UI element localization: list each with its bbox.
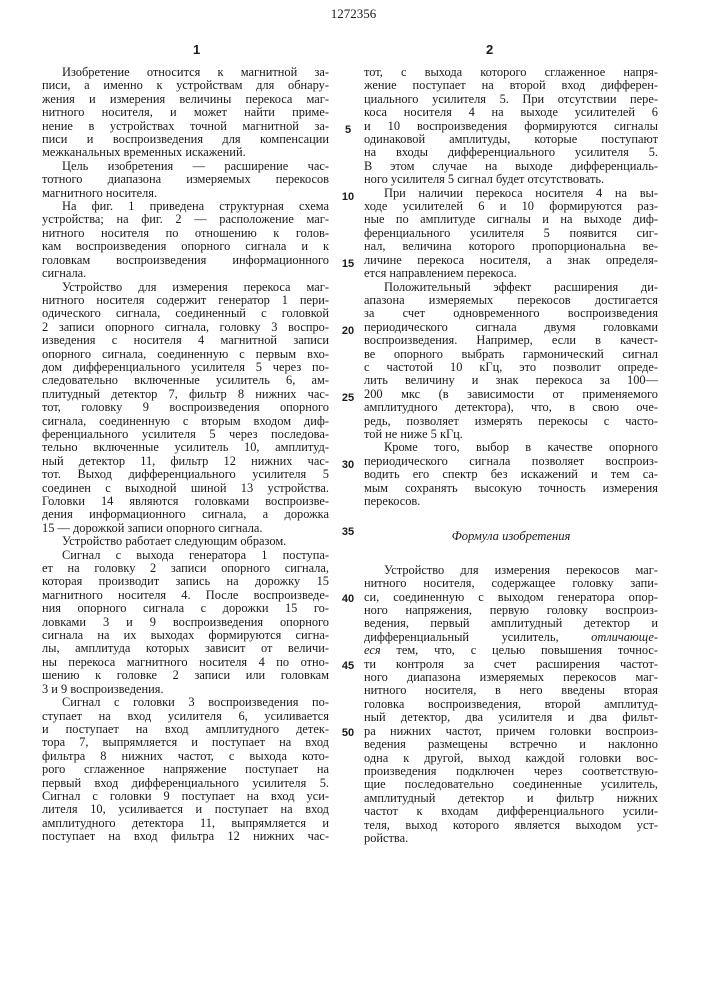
text-line: одинаковой амплитуды, которые поступают	[364, 133, 658, 146]
text-line: тельно включенные усилитель 10, амплитуд-	[42, 441, 329, 454]
text-line: изведения с носителя 4 магнитной записи	[42, 334, 329, 347]
text-line: ве опорного выбрать гармонический сигнал	[364, 348, 658, 361]
text-line: первый вход дифференциального усилителя 5.	[42, 777, 329, 790]
line-number: 35	[336, 526, 360, 538]
line-number: 50	[336, 727, 360, 739]
text-line: рого сглаженное напряжение поступает на	[42, 763, 329, 776]
text-line: 200 мкс (в зависимости от применяемого	[364, 388, 658, 401]
paragraph	[42, 549, 329, 696]
text-line: ступает на вход усилителя 6, усиливается	[42, 710, 329, 723]
text-line: ет на головку 2 записи опорного сигнала,	[42, 562, 329, 575]
paragraph	[364, 187, 658, 281]
italic-text: еся	[364, 643, 381, 657]
text-line: нитного носителя содержит генератор 1 пери-	[42, 294, 329, 307]
text-line: кам воспроизведения опорного сигнала и к	[42, 240, 329, 253]
text-line: нитного носителя, содержащее головку запи-	[364, 577, 658, 590]
text-line: следовательно включенные усилитель 6, ам-	[42, 374, 329, 387]
text-line: магнитного носителя 4. После воспроизведе-	[42, 589, 329, 602]
column-number-1: 1	[193, 42, 200, 57]
text-line: нение в устройствах точной магнитной за-	[42, 120, 329, 133]
text-line: лы, амплитуда которых зависит от величи-	[42, 642, 329, 655]
text-line: жение поступает на второй вход дифферен-	[364, 79, 658, 92]
text-line: Устройство для измерения перекоса маг-	[42, 281, 329, 294]
text-line: коса носителя 4 на выходе усилителей 6	[364, 106, 658, 119]
text-line: тора 7, выпрямляется и поступает на вход	[42, 736, 329, 749]
text-line: ные по амплитуде сигналы и на выходе диф-	[364, 213, 658, 226]
text-line: за счет одновременного воспроизведения	[364, 307, 658, 320]
line-number: 25	[336, 392, 360, 404]
column-number-2: 2	[486, 42, 493, 57]
text-line: Сигнал с головки 9 поступает на вход уси-	[42, 790, 329, 803]
text-line: которая производит запись на дорожку 15	[42, 575, 329, 588]
line-number: 40	[336, 593, 360, 605]
text-line: фильтра 8 нижних частот, с выхода кото-	[42, 750, 329, 763]
text-line: Положительный эффект расширения ди-	[364, 281, 658, 294]
patent-number: 1272356	[0, 6, 707, 22]
text-line: устройства; на фиг. 2 — расположение маг-	[42, 213, 329, 226]
text-line: тотного диапазона измеряемых перекосов	[42, 173, 329, 186]
text-line: личине перекоса носителя, а знак определя-	[364, 254, 658, 267]
description-continued	[364, 66, 658, 508]
text-line: тот, головку 9 воспроизведения опорного	[42, 401, 329, 414]
right-column	[364, 66, 658, 845]
text-line: теля, выход которого является выходом уст-	[364, 819, 658, 832]
text-line: нитного носителя по отношению к голов-	[42, 227, 329, 240]
text-line: сигнала, соединенную с вторым входом диф-	[42, 415, 329, 428]
text-line: 2 записи опорного сигнала, головку 3 воспро-	[42, 321, 329, 334]
text-line: межканальных временных искажений.	[42, 146, 329, 159]
text-line: поступает на вход фильтра 12 нижних час-	[42, 830, 329, 843]
text-line: щие последовательно соединенные усилитель,	[364, 778, 658, 791]
text-line: сигнала.	[42, 267, 329, 280]
text-line: редь, позволяет измерять перекосы с часто-	[364, 415, 658, 428]
paragraph	[42, 160, 329, 200]
text-line: водить его спектр без искажений и тем са-	[364, 468, 658, 481]
italic-text: отличающе-	[591, 630, 658, 644]
text-line: ра нижних частот, причем головки воспроиз-	[364, 725, 658, 738]
text-line: циального усилителя 5. При отсутствии пере-	[364, 93, 658, 106]
text-line: амплитудный детектор и фильтр нижних	[364, 792, 658, 805]
text-line: писи, а именно к устройствам для обнару-	[42, 79, 329, 92]
text-line: си, соединенную с выходом генератора опор-	[364, 591, 658, 604]
text-line: ного напряжения, первую головку воспроиз-	[364, 604, 658, 617]
paragraph	[364, 441, 658, 508]
text-line: нал, величина которого пропорциональна ве-	[364, 240, 658, 253]
text-line: опорного сигнала, соединенную с первым вхо-	[42, 348, 329, 361]
text-line: При наличии перекоса носителя 4 на вы-	[364, 187, 658, 200]
text-line: той не ниже 5 кГц.	[364, 428, 658, 441]
text-line: ференциального усилителя 5 через последова-	[42, 428, 329, 441]
text-line: произведения подключен через соответствую-	[364, 765, 658, 778]
text-line: и поступает на вход амплитудного детек-	[42, 723, 329, 736]
text-line: На фиг. 1 приведена структурная схема	[42, 200, 329, 213]
text-line: ного усилителя 5 сигнал будет отсутствовать.	[364, 173, 658, 186]
text-line: сигнала на их выходах формируются сигна-	[42, 629, 329, 642]
text-line: ется направлением перекоса.	[364, 267, 658, 280]
text-line: ройства.	[364, 832, 658, 845]
text-line: головкам воспроизведения информационного	[42, 254, 329, 267]
line-number: 20	[336, 325, 360, 337]
text-line: Устройство работает следующим образом.	[42, 535, 329, 548]
text-line: дом дифференциального усилителя 5 через по-	[42, 361, 329, 374]
text-line	[364, 631, 658, 644]
text-line: ловками 3 и 9 воспроизведения опорного	[42, 616, 329, 629]
line-number: 10	[336, 191, 360, 203]
text-line: одического сигнала, соединенный с головкой	[42, 307, 329, 320]
text-line: ведения, первый амплитудный детектор и	[364, 617, 658, 630]
line-number: 45	[336, 660, 360, 672]
text-line: шению к головке 2 записи или головкам	[42, 669, 329, 682]
text-line: 3 и 9 воспроизведения.	[42, 683, 329, 696]
text-line: ти контроля за счет расширения частот-	[364, 658, 658, 671]
text-line: частот к входам дифференциального усили-	[364, 805, 658, 818]
text-line: ный детектор 11, фильтр 12 нижних час-	[42, 455, 329, 468]
text-line: 15 — дорожкой записи опорного сигнала.	[42, 522, 329, 535]
text-segment: тем, что, с целью повышения точнос-	[381, 643, 658, 657]
paragraph	[42, 66, 329, 160]
text-line: мым сохранять высокую точность измерения	[364, 482, 658, 495]
text-line: головка воспроизведения, второй амплитуд-	[364, 698, 658, 711]
text-line: плитудный детектор 7, фильтр 8 нижних час-	[42, 388, 329, 401]
text-line: Сигнал с головки 3 воспроизведения по-	[42, 696, 329, 709]
text-line: Цель изобретения — расширение час-	[42, 160, 329, 173]
paragraph	[42, 281, 329, 536]
text-line	[364, 644, 658, 657]
text-line: Устройство для измерения перекосов маг-	[364, 564, 658, 577]
text-line: магнитного носителя.	[42, 187, 329, 200]
text-line: и 10 воспроизведения формируются сигналы	[364, 120, 658, 133]
paragraph	[364, 281, 658, 442]
line-number: 5	[336, 124, 360, 136]
text-line: амплитудного детектора), что, в свою оче-	[364, 401, 658, 414]
left-column	[42, 66, 329, 844]
paragraph	[42, 696, 329, 843]
line-number: 15	[336, 258, 360, 270]
text-segment: дифференциальный усилитель,	[364, 630, 591, 644]
claims-heading: Формула изобретения	[364, 530, 658, 543]
text-line: нитного носителя, и может найти приме-	[42, 106, 329, 119]
text-line: В этом случае на выходе дифференциаль-	[364, 160, 658, 173]
text-line: ведения размещены встречно и наклонно	[364, 738, 658, 751]
text-line: на входы дифференциального усилителя 5.	[364, 146, 658, 159]
text-line: апазона измеряемых перекосов достигается	[364, 294, 658, 307]
text-line: дения информационного сигнала, а дорожка	[42, 508, 329, 521]
paragraph	[364, 564, 658, 846]
text-line: ния опорного сигнала с дорожки 15 го-	[42, 602, 329, 615]
text-line: Головки 14 являются головками воспроизве-	[42, 495, 329, 508]
text-line: амплитудного детектора 11, выпрямляется и	[42, 817, 329, 830]
text-line: лителя 10, усиливается и поступает на вход	[42, 803, 329, 816]
text-line: лить величину и знак перекоса за 100—	[364, 374, 658, 387]
text-line: тот. Выход дифференциального усилителя 5	[42, 468, 329, 481]
text-line: ный детектор, два усилителя и два фильт-	[364, 711, 658, 724]
text-line: периодического сигнала позволяет воспроиз-	[364, 455, 658, 468]
text-line: ны перекоса магнитного носителя 4 по отно-	[42, 656, 329, 669]
text-line: Сигнал с выхода генератора 1 поступа-	[42, 549, 329, 562]
text-line: Изобретение относится к магнитной за-	[42, 66, 329, 79]
text-line: соединен с выходной шиной 13 устройства.	[42, 482, 329, 495]
text-line: Кроме того, выбор в качестве опорного	[364, 441, 658, 454]
text-line: с частотой 10 кГц, это позволит опреде-	[364, 361, 658, 374]
text-line: нитного носителя, в него введены вторая	[364, 684, 658, 697]
text-line: перекосов.	[364, 495, 658, 508]
text-line: периодического сигнала двумя головками	[364, 321, 658, 334]
text-line: тот, с выхода которого сглаженное напря-	[364, 66, 658, 79]
paragraph	[42, 535, 329, 548]
paragraph	[364, 66, 658, 187]
text-line: одна к другой, выход каждой головки вос-	[364, 752, 658, 765]
text-line: жения и измерения величины перекоса маг-	[42, 93, 329, 106]
text-line: писи и воспроизведения для компенсации	[42, 133, 329, 146]
line-number: 30	[336, 459, 360, 471]
claims-text	[364, 564, 658, 846]
text-line: ного диапазона измеряемых перекосов маг-	[364, 671, 658, 684]
paragraph	[42, 200, 329, 280]
text-line: воспроизведения. Например, если в качест-	[364, 334, 658, 347]
text-line: ференциального усилителя 5 появится сиг-	[364, 227, 658, 240]
text-line: ходе усилителей 6 и 10 формируются раз-	[364, 200, 658, 213]
